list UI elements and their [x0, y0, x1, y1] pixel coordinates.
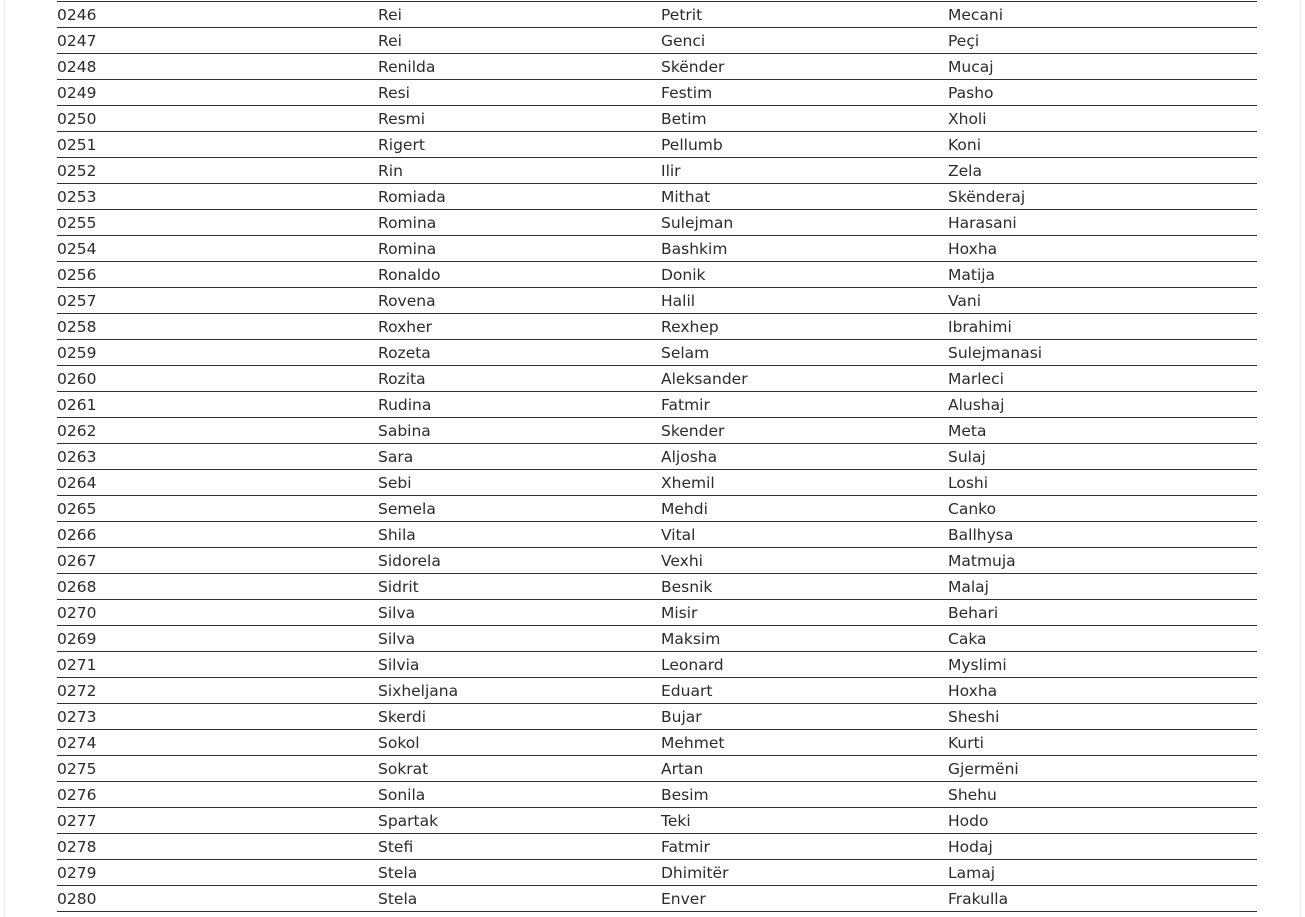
table-row	[57, 756, 1257, 782]
last-name-cell: Vani	[948, 292, 982, 310]
first-name-cell: Resi	[378, 84, 410, 102]
row-number-cell: 0273	[57, 708, 97, 726]
table-row	[57, 262, 1257, 288]
first-name-cell: Sabina	[378, 422, 431, 440]
father-name-cell: Bujar	[661, 708, 702, 726]
table-row	[57, 886, 1257, 912]
row-number-cell: 0279	[57, 864, 97, 882]
first-name-cell: Sokrat	[378, 760, 429, 778]
first-name-cell: Stela	[378, 890, 418, 908]
last-name-cell: Hoxha	[948, 240, 998, 258]
row-number-cell: 0254	[57, 240, 97, 258]
last-name-cell: Loshi	[948, 474, 989, 492]
last-name-cell: Harasani	[948, 214, 1017, 232]
last-name-cell: Matmuja	[948, 552, 1016, 570]
first-name-cell: Silva	[378, 630, 416, 648]
table-row	[57, 860, 1257, 886]
table-row	[57, 600, 1257, 626]
table-row	[57, 366, 1257, 392]
row-number-cell: 0265	[57, 500, 97, 518]
first-name-cell: Silva	[378, 604, 416, 622]
row-number-cell: 0263	[57, 448, 97, 466]
first-name-cell: Rei	[378, 32, 402, 50]
father-name-cell: Skender	[661, 422, 725, 440]
first-name-cell: Sebi	[378, 474, 412, 492]
father-name-cell: Vexhi	[661, 552, 703, 570]
row-number-cell: 0262	[57, 422, 97, 440]
first-name-cell: Ronaldo	[378, 266, 441, 284]
last-name-cell: Koni	[948, 136, 982, 154]
father-name-cell: Leonard	[661, 656, 724, 674]
first-name-cell: Spartak	[378, 812, 439, 830]
table-row	[57, 132, 1257, 158]
first-name-cell: Skerdi	[378, 708, 427, 726]
row-number-cell: 0259	[57, 344, 97, 362]
last-name-cell: Ibrahimi	[948, 318, 1012, 336]
row-number-cell: 0276	[57, 786, 97, 804]
row-number-cell: 0250	[57, 110, 97, 128]
table-row	[57, 184, 1257, 210]
father-name-cell: Misir	[661, 604, 698, 622]
table-row	[57, 548, 1257, 574]
table-row	[57, 522, 1257, 548]
father-name-cell: Pellumb	[661, 136, 723, 154]
first-name-cell: Romina	[378, 214, 437, 232]
row-number-cell: 0261	[57, 396, 97, 414]
father-name-cell: Betim	[661, 110, 707, 128]
table-row	[57, 392, 1257, 418]
first-name-cell: Sidrit	[378, 578, 419, 596]
row-number-cell: 0264	[57, 474, 97, 492]
row-number-cell: 0258	[57, 318, 97, 336]
father-name-cell: Rexhep	[661, 318, 719, 336]
row-number-cell: 0269	[57, 630, 97, 648]
father-name-cell: Donik	[661, 266, 706, 284]
row-number-cell: 0260	[57, 370, 97, 388]
row-number-cell: 0255	[57, 214, 97, 232]
table-row	[57, 574, 1257, 600]
table-row	[57, 314, 1257, 340]
first-name-cell: Sidorela	[378, 552, 441, 570]
last-name-cell: Xholi	[948, 110, 987, 128]
row-number-cell: 0252	[57, 162, 97, 180]
row-number-cell: 0248	[57, 58, 97, 76]
father-name-cell: Aljosha	[661, 448, 718, 466]
table-row	[57, 496, 1257, 522]
last-name-cell: Lamaj	[948, 864, 996, 882]
father-name-cell: Artan	[661, 760, 704, 778]
last-name-cell: Caka	[948, 630, 987, 648]
first-name-cell: Shila	[378, 526, 416, 544]
last-name-cell: Hodaj	[948, 838, 993, 856]
row-number-cell: 0267	[57, 552, 97, 570]
father-name-cell: Skënder	[661, 58, 725, 76]
last-name-cell: Hodo	[948, 812, 989, 830]
table-row	[57, 210, 1257, 236]
father-name-cell: Teki	[661, 812, 691, 830]
first-name-cell: Renilda	[378, 58, 436, 76]
last-name-cell: Sulejmanasi	[948, 344, 1043, 362]
table-row	[57, 444, 1257, 470]
father-name-cell: Fatmir	[661, 396, 710, 414]
row-number-cell: 0275	[57, 760, 97, 778]
first-name-cell: Rudina	[378, 396, 432, 414]
last-name-cell: Matija	[948, 266, 996, 284]
father-name-cell: Besnik	[661, 578, 713, 596]
table-row	[57, 288, 1257, 314]
first-name-cell: Stela	[378, 864, 418, 882]
row-number-cell: 0249	[57, 84, 97, 102]
table-row	[57, 782, 1257, 808]
table-row	[57, 418, 1257, 444]
table-row	[57, 730, 1257, 756]
table-row	[57, 834, 1257, 860]
last-name-cell: Hoxha	[948, 682, 998, 700]
father-name-cell: Eduart	[661, 682, 713, 700]
first-name-cell: Rozita	[378, 370, 426, 388]
table-row	[57, 158, 1257, 184]
father-name-cell: Ilir	[661, 162, 681, 180]
row-number-cell: 0270	[57, 604, 97, 622]
first-name-cell: Romina	[378, 240, 437, 258]
father-name-cell: Mithat	[661, 188, 711, 206]
first-name-cell: Romiada	[378, 188, 446, 206]
father-name-cell: Vital	[661, 526, 696, 544]
last-name-cell: Zela	[948, 162, 982, 180]
table-row	[57, 28, 1257, 54]
last-name-cell: Alushaj	[948, 396, 1005, 414]
last-name-cell: Meta	[948, 422, 987, 440]
row-number-cell: 0278	[57, 838, 97, 856]
first-name-cell: Silvia	[378, 656, 420, 674]
first-name-cell: Stefi	[378, 838, 414, 856]
father-name-cell: Fatmir	[661, 838, 710, 856]
table-row	[57, 236, 1257, 262]
row-number-cell: 0274	[57, 734, 97, 752]
father-name-cell: Maksim	[661, 630, 721, 648]
row-number-cell: 0277	[57, 812, 97, 830]
table-row	[57, 652, 1257, 678]
row-number-cell: 0266	[57, 526, 97, 544]
father-name-cell: Mehdi	[661, 500, 708, 518]
father-name-cell: Halil	[661, 292, 696, 310]
row-number-cell: 0247	[57, 32, 97, 50]
table-row	[57, 626, 1257, 652]
last-name-cell: Frakulla	[948, 890, 1009, 908]
first-name-cell: Rei	[378, 6, 402, 24]
first-name-cell: Sara	[378, 448, 414, 466]
first-name-cell: Resmi	[378, 110, 426, 128]
table-row	[57, 704, 1257, 730]
last-name-cell: Canko	[948, 500, 997, 518]
last-name-cell: Myslimi	[948, 656, 1007, 674]
father-name-cell: Besim	[661, 786, 709, 804]
father-name-cell: Aleksander	[661, 370, 748, 388]
last-name-cell: Shehu	[948, 786, 997, 804]
table-row	[57, 54, 1257, 80]
first-name-cell: Rin	[378, 162, 403, 180]
father-name-cell: Sulejman	[661, 214, 734, 232]
first-name-cell: Roxher	[378, 318, 432, 336]
father-name-cell: Festim	[661, 84, 713, 102]
last-name-cell: Gjermëni	[948, 760, 1019, 778]
first-name-cell: Rozeta	[378, 344, 431, 362]
last-name-cell: Ballhysa	[948, 526, 1014, 544]
first-name-cell: Rigert	[378, 136, 425, 154]
row-number-cell: 0272	[57, 682, 97, 700]
last-name-cell: Mucaj	[948, 58, 994, 76]
father-name-cell: Mehmet	[661, 734, 725, 752]
father-name-cell: Xhemil	[661, 474, 715, 492]
last-name-cell: Sulaj	[948, 448, 986, 466]
father-name-cell: Selam	[661, 344, 710, 362]
names-table	[57, 1, 1257, 912]
table-row	[57, 678, 1257, 704]
table-row	[57, 106, 1257, 132]
father-name-cell: Petrit	[661, 6, 703, 24]
last-name-cell: Malaj	[948, 578, 989, 596]
row-number-cell: 0280	[57, 890, 97, 908]
first-name-cell: Sixheljana	[378, 682, 459, 700]
table-row	[57, 2, 1257, 28]
last-name-cell: Marleci	[948, 370, 1004, 388]
first-name-cell: Sonila	[378, 786, 426, 804]
row-number-cell: 0246	[57, 6, 97, 24]
table-row	[57, 340, 1257, 366]
father-name-cell: Dhimitër	[661, 864, 729, 882]
last-name-cell: Kurti	[948, 734, 984, 752]
last-name-cell: Sheshi	[948, 708, 1000, 726]
row-number-cell: 0257	[57, 292, 97, 310]
row-number-cell: 0271	[57, 656, 97, 674]
table-row	[57, 80, 1257, 106]
row-number-cell: 0251	[57, 136, 97, 154]
first-name-cell: Rovena	[378, 292, 436, 310]
page-frame	[4, 0, 1301, 917]
table-row	[57, 470, 1257, 496]
last-name-cell: Skënderaj	[948, 188, 1026, 206]
last-name-cell: Behari	[948, 604, 999, 622]
row-number-cell: 0256	[57, 266, 97, 284]
last-name-cell: Mecani	[948, 6, 1004, 24]
row-number-cell: 0253	[57, 188, 97, 206]
father-name-cell: Enver	[661, 890, 706, 908]
last-name-cell: Peçi	[948, 32, 980, 50]
table-row	[57, 808, 1257, 834]
last-name-cell: Pasho	[948, 84, 994, 102]
father-name-cell: Bashkim	[661, 240, 728, 258]
row-number-cell: 0268	[57, 578, 97, 596]
father-name-cell: Genci	[661, 32, 706, 50]
first-name-cell: Sokol	[378, 734, 420, 752]
first-name-cell: Semela	[378, 500, 436, 518]
